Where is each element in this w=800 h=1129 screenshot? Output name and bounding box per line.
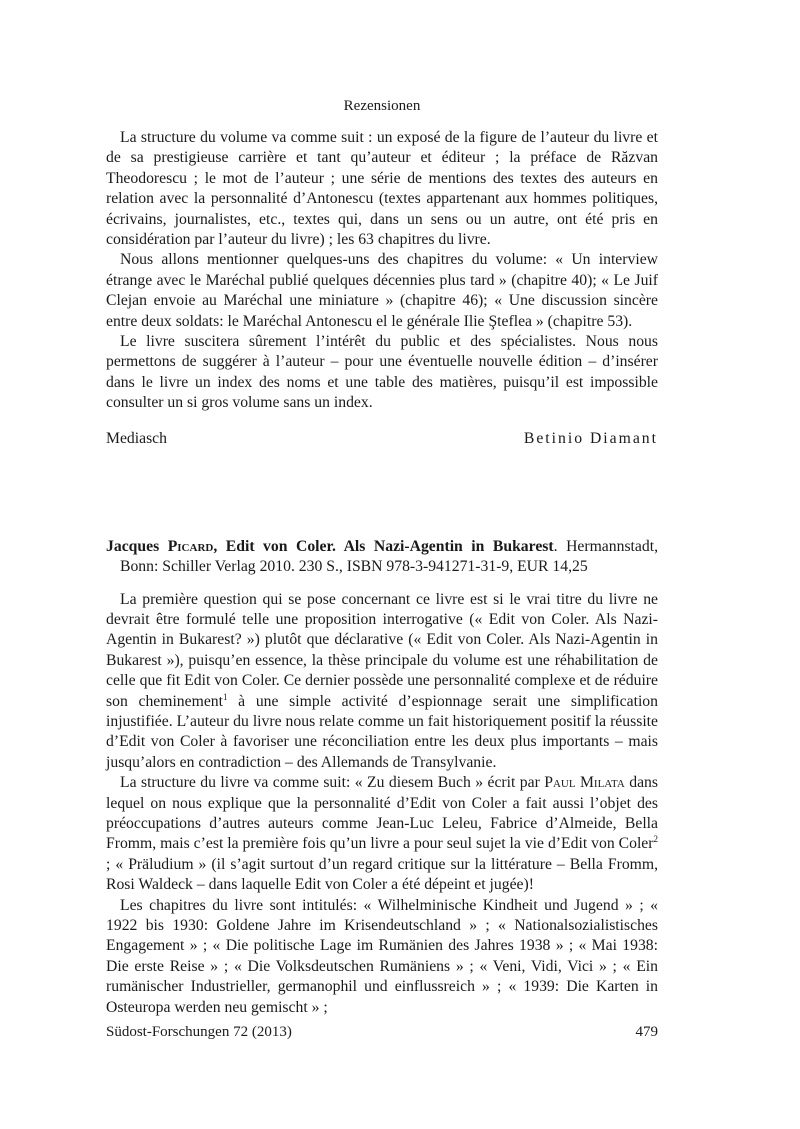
paragraph-text: La structure du livre va comme suit: « Zu diesem Buch » écrit par: [120, 774, 545, 792]
person-name: Paul Milata: [544, 774, 625, 792]
book-author-last: Picard: [167, 537, 214, 555]
paragraph-text: dans lequel on nous explique que la personnalité d’Edit von Coler a fait aussi l’objet des préoccupations d’autres auteurs comme Jean-Luc Leleu, Fabrice d’Almeide, Bella Fromm, mais c’est la première fois qu’un livre a pour seul sujet la vie d’Edit von Coler: [106, 774, 658, 853]
paragraph-text: La première question qui se pose concernant ce livre est si le vrai titre du livre ne devrait être formulé telle une proposition interrogative (« Edit von Coler. Als Nazi-Agentin in Bukarest? ») plutôt que déclarative (« Edit von Coler. Als Nazi-Agentin in Bukarest »), puisqu’en essence, la thèse principale du volume est une réhabilitation de celle que fit Edit von Coler. Ce dernier possède une personnalité complexe et de réduire son cheminement: [106, 590, 658, 710]
signature-line: [106, 429, 658, 449]
paragraph: [106, 590, 658, 774]
book-publication-info: . Hermannstadt, Bonn: Schiller Verlag 2010. 230 S., ISBN 978-3-941271-31-9, EUR 14,25: [120, 537, 659, 576]
page-body: [106, 96, 658, 1056]
paragraph: Nous allons mentionner quelques-uns des chapitres du volume: « Un interview étrange avec le Maréchal publié quelques décennies plus tard » (chapitre 40); « Le Juif Clejan envoie au Maréchal une miniature » (chapitre 46); « Une discussion sincère entre deux soldats: le Maréchal Antonescu el le générale Ilie Şteflea » (chapitre 53).: [106, 251, 658, 330]
journal-citation: Südost-Forschungen 72 (2013): [106, 1024, 292, 1040]
paragraph-text: à une simple activité d’espionnage serait une simplification injustifiée. L’auteur du livre nous relate comme un fait historiquement positif la réussite d’Edit von Coler à favoriser une réconciliation entre les deux plus importants – mais jusqu’alors en contradiction – des Allemands de Transylvanie.: [106, 692, 658, 771]
footnote-marker[interactable]: 1: [222, 691, 228, 702]
paragraph: La structure du volume va comme suit : un exposé de la figure de l’auteur du livre et de sa prestigieuse carrière et tant qu’auteur et éditeur ; la préface de Răzvan Theodorescu ; le mot de l’auteur ; une série de mentions des textes des auteurs en relation avec la personnalité d’Antonescu (textes appartenant aux hommes politiques, écrivains, journalistes, etc., textes qui, dans un sens ou un autre, ont été pris en considération par l’auteur du livre) ; les 63 chapitres du livre.: [106, 129, 658, 249]
reviewer-name: Betinio Diamant: [523, 429, 658, 447]
book-title: , Edit von Coler. Als Nazi-Agentin in Bukarest: [213, 537, 554, 555]
paragraph-text: ; « Präludium » (il s’agit surtout d’un regard critique sur la littérature – Bella Fromm, Rosi Waldeck – dans laquelle Edit von Coler a été dépeint et jugée)!: [106, 855, 658, 894]
review-antonescu: [106, 128, 658, 449]
review-picard: [106, 537, 658, 1018]
page-footer: [106, 1022, 658, 1042]
page-number: 479: [635, 1024, 658, 1040]
book-author-first: Jacques: [106, 537, 168, 555]
paragraph: Les chapitres du livre sont intitulés: « Wilhelminische Kindheit und Jugend » ; « 1922 bis 1930: Goldene Jahre im Krisendeutschland » ; « Nationalsozialistisches Engagement » ; « Die politische Lage im Rumänien des Jahres 1938 » ; « Mai 1938: Die erste Reise » ; « Die Volksdeutschen Rumäniens » ; « Veni, Vidi, Vici » ; « Ein rumänischer Industrieller, germanophil und einflussreich » ; « 1939: Die Karten in Osteuropa werden neu gemischt » ;: [106, 896, 658, 1016]
review-heading: [106, 537, 658, 578]
footnote-marker[interactable]: 2: [653, 834, 658, 845]
review-place: Mediasch: [106, 429, 167, 447]
running-head: Rezensionen: [343, 98, 421, 114]
paragraph: [106, 773, 658, 895]
paragraph: Le livre suscitera sûrement l’intérêt du public et des spécialistes. Nous nous permettons de suggérer à l’auteur – pour une éventuelle nouvelle édition – d’insérer dans le livre un index des noms et une table des matières, puisqu’il est impossible consulter un si gros volume sans un index.: [106, 333, 658, 412]
